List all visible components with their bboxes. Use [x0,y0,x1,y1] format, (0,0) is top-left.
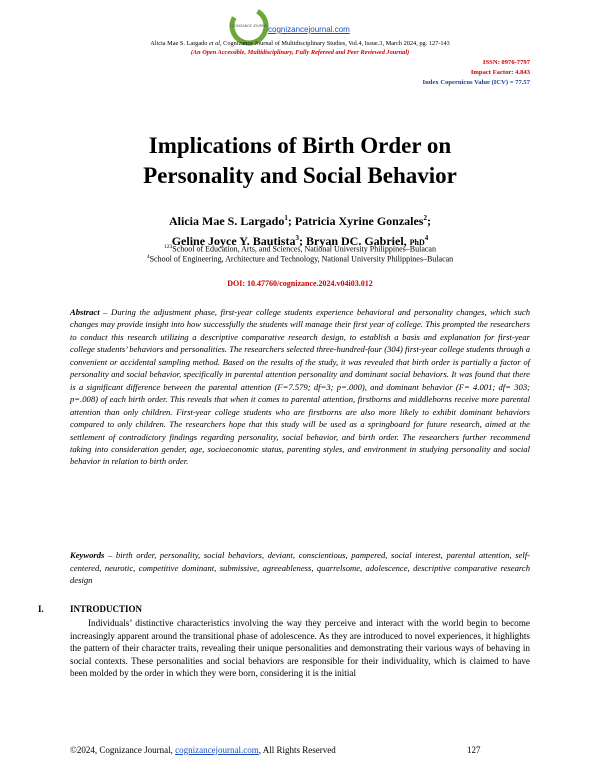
keywords-text: – birth order, personality, social behaviors, deviant, conscientious, pampered, social interest, parental attention, self-centered, neurotic, competitive dominant, submissive, agreeableness, quarrelsome, adolescence, descriptive comparative research design [70,550,530,585]
author-4-title: PhD [409,238,425,247]
abstract [70,306,530,468]
affiliation-2-text: School of Engineering, Architecture and Technology, National University Philippines–Bulacan [149,254,454,264]
author-line-1 [60,210,540,230]
citation-et-al: et al [209,40,221,47]
intro-paragraph: Individuals’ distinctive characteristics involving the way they perceive and interact with the world begin to become increasingly apparent around the transitional phase of adolescence. As they are introduced to novel experiences, it highlights the pattern of their character traits, revealing their unique personalities and demonstrating their various ways of behaving in social contexts. These personalities and social behaviors are responsible for their individuality, which is claimed to have been molded by the order in which they were born, considering it is the initial [70,618,530,679]
section-number: I. [38,604,44,614]
affiliation-2-sup: 4 [146,254,150,260]
title-line-2: Personality and Social Behavior [143,163,457,188]
issn: ISSN: 0976-7797 [482,59,530,66]
title-line-1: Implications of Birth Order on [148,133,452,158]
icv-value: Index Copernicus Value (ICV) = 77.57 [422,79,530,86]
open-access-line: (An Open Accessible, Multidisciplinary, Fully Refereed and Peer Reviewed Journal) [190,49,410,56]
abstract-text: – During the adjustment phase, first-year college students experience behavioral and personality changes, which such changes may provide insight into how successfully the students will manage their first year of college. This prompted the researchers to conduct this research utilizing a descriptive comparative research design, to establish a basis and explanation for first-year college students’ behaviors and personalities. The researchers selected three-hundred-four (304) first-year college students through a convenient or accidental sampling method. Based on the results of the study, it was revealed that birth order is partially a factor of personality and social behavior, specifically in parental attention personality and dominant social behaviors. It was found that there is a significant difference between the parental attention (F=7.579; df=3; p=.000), and dominant behavior (F= 4.001; df= 303; p=.008) of each birth order. This reveals that when it comes to parental attention, firstborns and middleborns receive more parental attention than only children. First-year college students who are firstborns are also more likely to exhibit dominant behaviors compared to only children. The researchers hope that this study will be used as a springboard for future research, aimed at the settlement of contradictory findings regarding personality, social behavior, and birth order. The researchers further recommend taking into consideration gender, age, socioeconomic status, parenting styles, and environment in studying personality and social behavior in relation to birth order. [70,307,530,467]
citation-rest: , Cognizance Journal of Multidisciplinary Studies, Vol.4, Issue.3, March 2024, pg. 127-143 [220,40,450,47]
affiliation-1-sup: 123 [164,244,173,250]
author-separator: ; [287,214,295,228]
keywords-label: Keywords [70,550,105,560]
footer-copyright-pre: ©2024, Cognizance Journal, [70,745,176,755]
impact-factor: Impact Factor: 4.843 [470,69,530,76]
author-3-sup: 3 [295,234,299,242]
site-link[interactable]: cognizancejournal.com [268,25,350,34]
citation-line [0,40,600,47]
paper-title [60,131,540,191]
doi[interactable]: DOI: 10.47760/cognizance.2024.v04i03.012 [227,279,373,288]
author-4-sup: 4 [424,234,429,242]
author-1: Alicia Mae S. Largado [169,214,285,228]
footer-copyright [70,745,470,755]
page-number: 127 [467,745,481,755]
section-title: INTRODUCTION [70,604,143,614]
author-3: Geline Joyce Y. Bautista [171,234,296,248]
author-1-sup: 1 [284,214,288,222]
affiliation-2 [60,254,540,264]
author-4: Bryan DC. Gabriel, [305,234,410,248]
abstract-label: Abstract [70,307,100,317]
footer-link[interactable]: cognizancejournal.com [175,745,259,755]
logo-text: COGNIZANCE JOURNAL [229,24,269,28]
citation-author: Alicia Mae S. Largado [150,40,209,47]
footer-copyright-post: , All Rights Reserved [258,745,336,755]
affiliation-1 [60,244,540,254]
author-separator: ; [426,214,431,228]
keywords [70,549,530,587]
author-separator: ; [298,234,306,248]
author-2-sup: 2 [423,214,427,222]
author-2: Patricia Xyrine Gonzales [294,214,424,228]
affiliation-1-text: School of Education, Arts, and Sciences, National University Philippines–Bulacan [172,244,436,254]
